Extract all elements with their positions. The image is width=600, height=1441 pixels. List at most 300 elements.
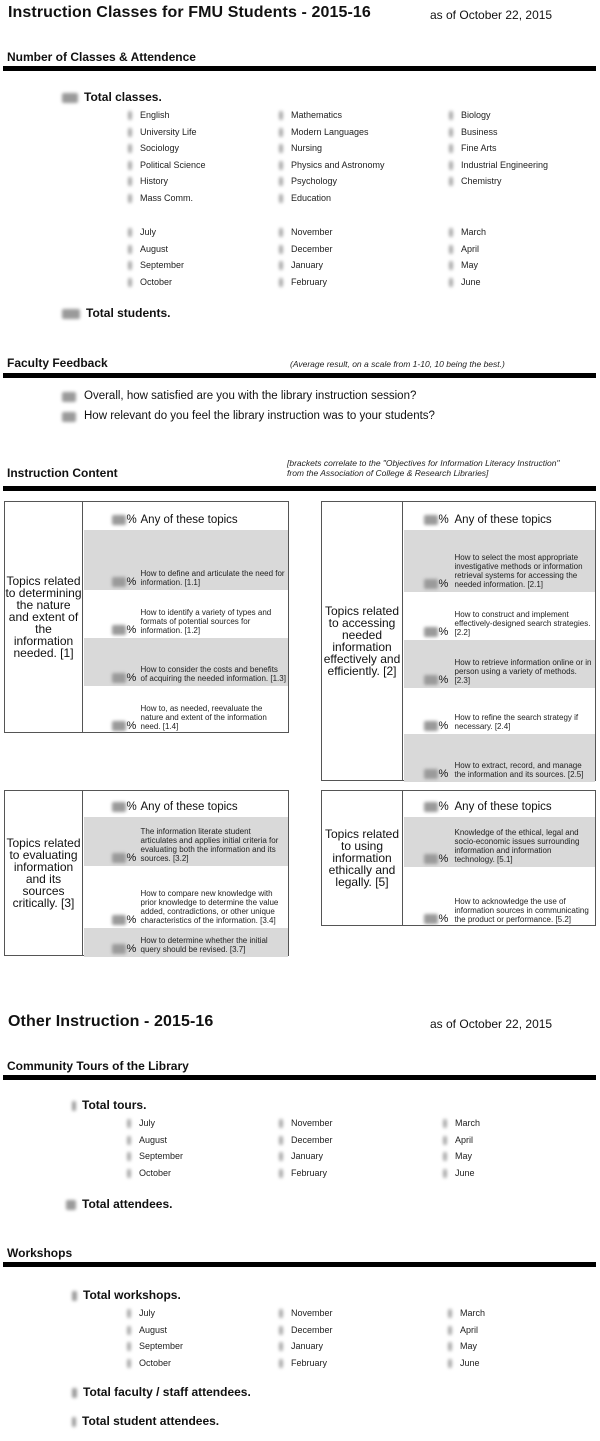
item-label: January — [291, 1151, 324, 1161]
topic-box — [4, 790, 289, 956]
any-topics-label: Any of these topics — [140, 801, 238, 813]
redacted-value — [424, 515, 438, 525]
month-item — [291, 244, 333, 254]
redacted-value — [279, 144, 283, 153]
topic-row — [404, 688, 596, 734]
item-label: March — [455, 1118, 481, 1128]
topic-row — [404, 640, 596, 688]
month-item — [139, 1118, 155, 1128]
item-label: Political Science — [140, 159, 206, 170]
total-classes — [62, 90, 162, 104]
department-item — [140, 160, 206, 170]
month-item — [291, 260, 323, 270]
item-label: February — [291, 1167, 328, 1178]
department-item — [140, 143, 179, 153]
redacted-value — [279, 111, 283, 120]
redacted-value — [279, 261, 283, 270]
any-topics-label: Any of these topics — [140, 514, 238, 526]
redacted-value — [449, 245, 453, 254]
redacted-value — [279, 278, 283, 287]
topic-percent — [424, 720, 449, 732]
topic-percent — [112, 852, 137, 864]
topic-rows — [84, 791, 289, 955]
redacted-value — [279, 1309, 283, 1318]
redacted-value — [127, 1326, 131, 1335]
redacted-value — [279, 1152, 283, 1161]
topic-row — [404, 817, 596, 867]
redacted-value — [424, 769, 438, 779]
topic-description: How to consider the costs and benefits of acquiring the needed information. [1.3] — [140, 665, 286, 683]
redacted-value — [279, 177, 283, 186]
redacted-value — [62, 309, 80, 319]
department-item — [291, 160, 385, 170]
section-heading-content: Instruction Content — [7, 466, 118, 480]
item-label: April — [455, 1134, 474, 1145]
topic-percent — [424, 801, 449, 813]
topic-percent — [424, 514, 449, 526]
topic-row — [84, 866, 289, 928]
section-rule — [3, 1075, 596, 1080]
item-label: August — [140, 243, 169, 254]
item-label: December — [291, 243, 333, 254]
as-of-label: as of — [430, 8, 457, 22]
month-item — [461, 227, 486, 237]
other-instruction-title: Other Instruction - 2015-16 — [8, 1013, 214, 1030]
redacted-value — [128, 161, 132, 170]
month-item — [140, 260, 184, 270]
item-label: Education — [291, 193, 332, 203]
feedback-question-satisfaction — [84, 390, 416, 402]
total-student-label: Total student attendees. — [82, 1414, 220, 1428]
month-item — [139, 1135, 167, 1145]
topic-row — [84, 530, 289, 590]
redacted-value — [449, 161, 453, 170]
department-item — [140, 127, 197, 137]
redacted-value — [62, 93, 78, 103]
item-label: December — [291, 1324, 333, 1335]
topic-row — [404, 867, 596, 927]
redacted-value — [424, 914, 438, 924]
redacted-value — [128, 228, 132, 237]
redacted-value — [128, 261, 132, 270]
redacted-value — [424, 802, 438, 812]
month-item — [291, 1168, 327, 1178]
redacted-value — [279, 1136, 283, 1145]
topic-percent — [424, 853, 449, 865]
topic-percent — [112, 720, 137, 732]
redacted-value — [127, 1309, 131, 1318]
topic-description: How to compare new knowledge with prior knowledge to determine the value added, contradictions, or other unique characteristics of the information. [3.4] — [140, 889, 279, 925]
month-item — [140, 244, 168, 254]
total-tours-label: Total tours. — [82, 1098, 147, 1112]
redacted-value — [443, 1152, 447, 1161]
topic-description: How to retrieve information online or in person using a variety of methods. [2.3] — [454, 658, 592, 685]
month-item — [455, 1118, 480, 1128]
question-text: Overall, how satisfied are you with the library instruction session? — [84, 390, 417, 402]
item-label: March — [460, 1308, 486, 1318]
topic-percent — [424, 578, 449, 590]
topic-description: How to identify a variety of types and formats of potential sources for information. [1.2] — [140, 608, 272, 635]
department-item — [461, 143, 497, 153]
total-students-label: Total students. — [86, 306, 171, 320]
item-label: October — [139, 1167, 172, 1178]
month-item — [139, 1325, 167, 1335]
item-label: Physics and Astronomy — [291, 159, 385, 170]
topic-description: How to construct and implement effectively-designed search strategies. [2.2] — [454, 610, 591, 637]
redacted-value — [279, 245, 283, 254]
topic-row — [404, 530, 596, 592]
item-label: August — [139, 1324, 168, 1335]
redacted-value — [443, 1119, 447, 1128]
item-label: May — [460, 1341, 478, 1351]
percent-sign: % — [126, 852, 137, 864]
topic-row — [84, 928, 289, 957]
section-rule — [3, 373, 596, 378]
any-topics-label: Any of these topics — [454, 801, 552, 813]
topic-rows — [84, 502, 289, 732]
month-item — [291, 1341, 323, 1351]
redacted-value — [424, 627, 438, 637]
percent-sign: % — [126, 943, 137, 955]
topic-percent — [424, 626, 449, 638]
redacted-value — [279, 194, 283, 203]
month-item — [291, 1358, 327, 1368]
redacted-value — [279, 1326, 283, 1335]
percent-sign: % — [126, 672, 137, 684]
topic-description: How to, as needed, reevaluate the nature and extent of the information need. [1.4] — [140, 704, 267, 731]
topic-row — [84, 686, 289, 734]
redacted-value — [449, 261, 453, 270]
item-label: University Life — [140, 126, 197, 137]
total-workshops-label: Total workshops. — [83, 1288, 181, 1302]
topic-description: The information literate student articulates and applies initial criteria for evaluating both the information and its sources. [3.2] — [140, 827, 279, 863]
department-item — [291, 110, 342, 120]
month-item — [291, 227, 333, 237]
topic-percent — [112, 943, 137, 955]
redacted-value — [279, 161, 283, 170]
redacted-value — [449, 177, 453, 186]
item-label: January — [291, 1341, 324, 1351]
redacted-value — [279, 1169, 283, 1178]
month-item — [291, 1151, 323, 1161]
question-text: How relevant do you feel the library instruction was to your students? — [84, 410, 435, 422]
redacted-value — [443, 1136, 447, 1145]
topic-box — [321, 501, 596, 781]
topic-rows — [404, 791, 596, 925]
topic-description: How to extract, record, and manage the information and its sources. [2.5] — [454, 761, 584, 779]
month-item — [291, 277, 327, 287]
redacted-value — [112, 944, 126, 954]
redacted-value — [448, 1309, 452, 1318]
total-classes-label: Total classes. — [84, 90, 162, 104]
item-label: August — [139, 1134, 168, 1145]
item-label: January — [291, 260, 324, 270]
redacted-value — [62, 412, 76, 422]
redacted-value — [449, 111, 453, 120]
percent-sign: % — [438, 514, 449, 526]
item-label: July — [139, 1118, 156, 1128]
item-label: April — [461, 243, 480, 254]
as-of-date — [430, 8, 552, 22]
redacted-value — [449, 144, 453, 153]
redacted-value — [279, 1342, 283, 1351]
redacted-value — [66, 1200, 76, 1210]
item-label: February — [291, 276, 328, 287]
department-item — [291, 143, 322, 153]
percent-sign: % — [438, 768, 449, 780]
any-topics-label: Any of these topics — [454, 514, 552, 526]
item-label: October — [139, 1357, 172, 1368]
department-item — [140, 176, 168, 186]
department-item — [461, 110, 491, 120]
note-line: [brackets correlate to the "Objectives for Information Literacy Instruction" — [287, 458, 560, 468]
department-item — [291, 193, 331, 203]
section-heading-tours: Community Tours of the Library — [7, 1059, 189, 1073]
redacted-value — [128, 144, 132, 153]
item-label: Fine Arts — [461, 143, 497, 154]
redacted-value — [128, 128, 132, 137]
section-rule — [3, 66, 596, 71]
month-item — [140, 277, 172, 287]
topic-percent — [112, 514, 137, 526]
content-bracket-note — [287, 458, 560, 478]
month-item — [139, 1308, 155, 1318]
topic-percent — [112, 672, 137, 684]
month-item — [460, 1341, 477, 1351]
redacted-value — [424, 579, 438, 589]
month-item — [139, 1168, 171, 1178]
redacted-value — [279, 228, 283, 237]
percent-sign: % — [438, 720, 449, 732]
percent-sign: % — [126, 514, 137, 526]
percent-sign: % — [438, 853, 449, 865]
item-label: May — [455, 1151, 473, 1161]
redacted-value — [128, 177, 132, 186]
item-label: June — [455, 1167, 475, 1178]
department-item — [461, 176, 502, 186]
as-of-date-2 — [430, 1017, 552, 1031]
month-item — [461, 277, 481, 287]
department-item — [291, 176, 337, 186]
total-student-attendees — [72, 1414, 219, 1428]
topic-percent — [112, 624, 137, 636]
month-item — [291, 1118, 333, 1128]
item-label: February — [291, 1357, 328, 1368]
item-label: Sociology — [140, 143, 180, 154]
item-label: Nursing — [291, 143, 323, 154]
redacted-value — [62, 392, 76, 402]
redacted-value — [127, 1136, 131, 1145]
item-label: July — [140, 227, 157, 237]
topic-percent — [112, 801, 137, 813]
topic-description: How to refine the search strategy if necessary. [2.4] — [454, 713, 579, 731]
percent-sign: % — [126, 624, 137, 636]
section-heading-workshops: Workshops — [7, 1246, 73, 1260]
redacted-value — [112, 625, 126, 635]
topic-percent — [424, 768, 449, 780]
topic-rows — [404, 502, 596, 780]
as-of-label: as of — [430, 1017, 457, 1031]
percent-sign: % — [438, 674, 449, 686]
any-topics-row — [404, 791, 596, 817]
total-tours — [72, 1098, 146, 1112]
item-label: Chemistry — [461, 176, 502, 187]
redacted-value — [112, 853, 126, 863]
percent-sign: % — [438, 626, 449, 638]
item-label: September — [140, 260, 185, 270]
feedback-scale-note: (Average result, on a scale from 1-10, 10 being the best.) — [290, 359, 505, 369]
month-item — [455, 1151, 472, 1161]
total-tour-attendees — [66, 1197, 172, 1211]
month-item — [140, 227, 156, 237]
redacted-value — [424, 721, 438, 731]
topic-category-label: Topics related to accessing needed information effectively and efficiently. [2] — [322, 502, 403, 780]
redacted-value — [128, 245, 132, 254]
percent-sign: % — [126, 576, 137, 588]
redacted-value — [112, 802, 126, 812]
page-title: Instruction Classes for FMU Students - 2015-16 — [8, 4, 371, 21]
percent-sign: % — [438, 801, 449, 813]
redacted-value — [128, 111, 132, 120]
item-label: Industrial Engineering — [461, 159, 549, 170]
redacted-value — [112, 577, 126, 587]
redacted-value — [72, 1101, 76, 1111]
section-rule — [3, 1262, 596, 1267]
percent-sign: % — [438, 578, 449, 590]
percent-sign: % — [438, 913, 449, 925]
total-students — [62, 306, 170, 320]
section-heading-feedback: Faculty Feedback — [7, 356, 108, 370]
redacted-value — [448, 1359, 452, 1368]
feedback-question-relevance — [84, 410, 435, 422]
redacted-value — [279, 1119, 283, 1128]
item-label: September — [139, 1341, 184, 1351]
redacted-value — [279, 128, 283, 137]
redacted-value — [424, 854, 438, 864]
redacted-value — [112, 915, 126, 925]
month-item — [455, 1168, 475, 1178]
topic-description: How to select the most appropriate investigative methods or information retrieval systems for accessing the needed information. [2.1] — [454, 553, 583, 589]
section-heading-classes: Number of Classes & Attendence — [7, 50, 196, 64]
redacted-value — [449, 278, 453, 287]
redacted-value — [448, 1326, 452, 1335]
department-item — [140, 193, 193, 203]
redacted-value — [127, 1169, 131, 1178]
item-label: March — [461, 227, 487, 237]
redacted-value — [424, 675, 438, 685]
department-item — [291, 127, 369, 137]
item-label: Mathematics — [291, 110, 343, 120]
item-label: May — [461, 260, 479, 270]
topic-percent — [424, 674, 449, 686]
note-line: from the Association of College & Research Libraries] — [287, 468, 489, 478]
percent-sign: % — [126, 914, 137, 926]
any-topics-row — [404, 502, 596, 530]
redacted-value — [443, 1169, 447, 1178]
topic-category-label: Topics related to determining the nature and extent of the information needed. [1] — [5, 502, 83, 732]
month-item — [460, 1358, 480, 1368]
item-label: October — [140, 276, 173, 287]
redacted-value — [127, 1359, 131, 1368]
topic-percent — [424, 913, 449, 925]
redacted-value — [112, 515, 126, 525]
topic-row — [404, 734, 596, 782]
topic-percent — [112, 914, 137, 926]
month-item — [461, 244, 479, 254]
month-item — [460, 1325, 478, 1335]
topic-row — [84, 638, 289, 686]
any-topics-row — [84, 502, 289, 530]
month-item — [291, 1135, 333, 1145]
any-topics-row — [84, 791, 289, 817]
redacted-value — [449, 228, 453, 237]
item-label: November — [291, 227, 333, 237]
topic-description: How to define and articulate the need for information. [1.1] — [140, 569, 285, 587]
item-label: April — [460, 1324, 479, 1335]
percent-sign: % — [126, 720, 137, 732]
as-of-value: October 22, 2015 — [459, 8, 553, 22]
topic-category-label: Topics related to evaluating information and its sources critically. [3] — [5, 791, 83, 955]
month-item — [139, 1151, 183, 1161]
topic-row — [404, 592, 596, 640]
topic-description: How to determine whether the initial query should be revised. [3.7] — [140, 936, 268, 954]
topic-category-label: Topics related to using information ethically and legally. [5] — [322, 791, 403, 925]
item-label: December — [291, 1134, 333, 1145]
month-item — [460, 1308, 485, 1318]
item-label: November — [291, 1308, 333, 1318]
redacted-value — [127, 1152, 131, 1161]
item-label: Mass Comm. — [140, 193, 194, 203]
total-faculty-attendees — [72, 1385, 251, 1399]
item-label: English — [140, 110, 170, 120]
redacted-value — [128, 278, 132, 287]
month-item — [291, 1308, 333, 1318]
redacted-value — [72, 1417, 76, 1427]
department-item — [140, 110, 170, 120]
item-label: July — [139, 1308, 156, 1318]
redacted-value — [448, 1342, 452, 1351]
item-label: June — [460, 1357, 480, 1368]
percent-sign: % — [126, 801, 137, 813]
total-attendees-label: Total attendees. — [82, 1197, 173, 1211]
redacted-value — [72, 1388, 77, 1398]
month-item — [291, 1325, 333, 1335]
department-item — [461, 160, 548, 170]
redacted-value — [127, 1342, 131, 1351]
topic-row — [84, 817, 289, 866]
as-of-value: October 22, 2015 — [459, 1017, 553, 1031]
item-label: History — [140, 176, 169, 187]
redacted-value — [112, 721, 126, 731]
topic-percent — [112, 576, 137, 588]
item-label: Business — [461, 126, 498, 137]
redacted-value — [72, 1291, 77, 1301]
redacted-value — [128, 194, 132, 203]
item-label: Modern Languages — [291, 126, 369, 137]
redacted-value — [127, 1119, 131, 1128]
item-label: June — [461, 276, 481, 287]
total-faculty-label: Total faculty / staff attendees. — [83, 1385, 251, 1399]
topic-box — [4, 501, 289, 733]
topic-description: Knowledge of the ethical, legal and socio-economic issues surrounding information and information technology. [5.1] — [454, 828, 580, 864]
month-item — [461, 260, 478, 270]
redacted-value — [449, 128, 453, 137]
month-item — [455, 1135, 473, 1145]
topic-row — [84, 590, 289, 638]
item-label: November — [291, 1118, 333, 1128]
redacted-value — [279, 1359, 283, 1368]
topic-description: How to acknowledge the use of information sources in communicating the product or performance. [5.2] — [454, 897, 589, 924]
